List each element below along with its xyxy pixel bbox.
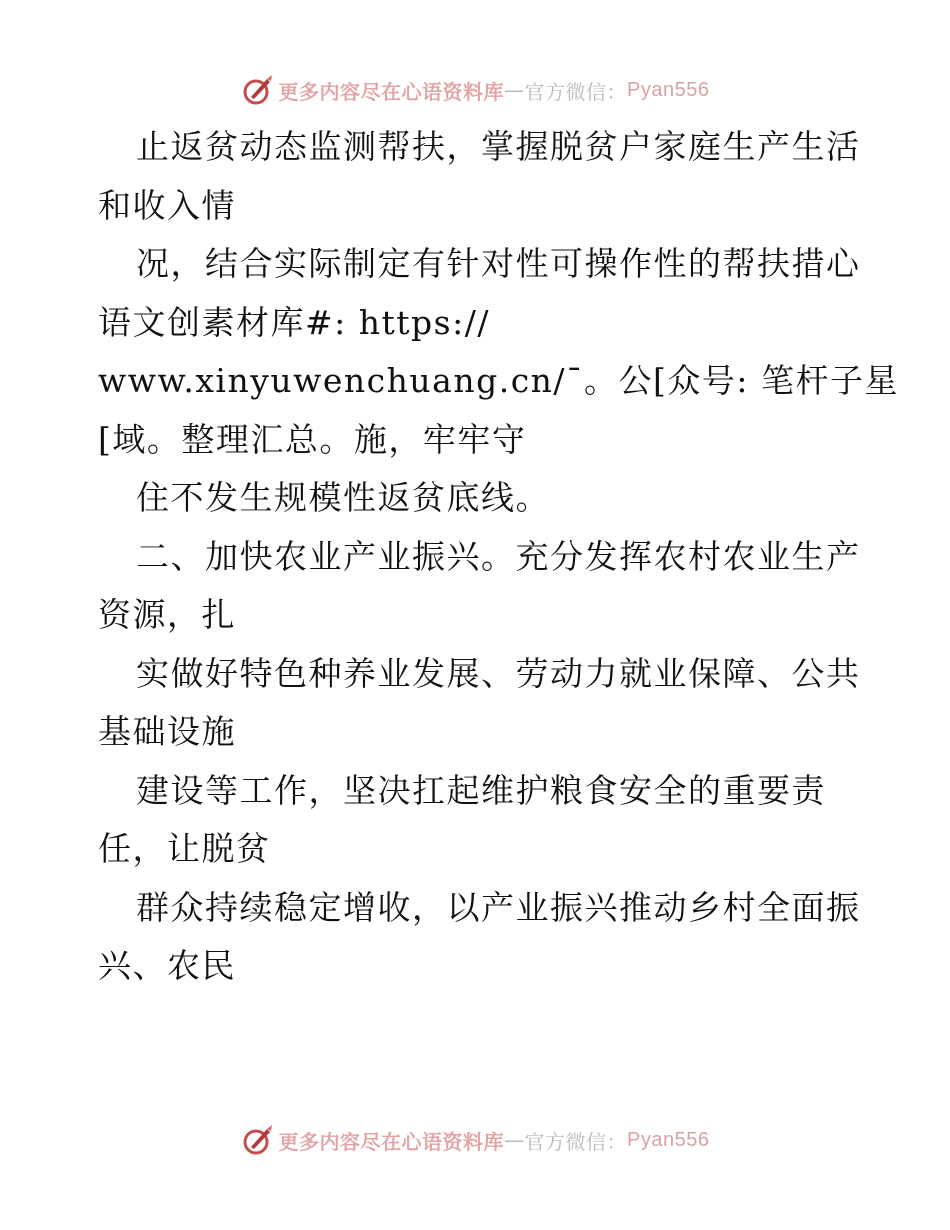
text-line: 住不发生规模性返贫底线。 — [136, 478, 550, 517]
text-line: 止返贫动态监测帮扶，掌握脱贫户家庭生产生活 — [136, 127, 861, 166]
text-line: 况，结合实际制定有针对性可操作性的帮扶措心 — [136, 244, 861, 283]
header-watermark — [0, 70, 950, 110]
watermark-text: 更多内容尽在心语资料库 — [278, 1129, 505, 1154]
text-line: [域。整理汇总。施，牢牢守 — [98, 419, 527, 459]
text-line: 基础设施 — [98, 712, 236, 751]
text-line: 群众持续稳定增收，以产业振兴推动乡村全面振 — [136, 887, 861, 927]
watermark-separator: — — [504, 78, 525, 102]
watermark-wechat-label: 官方微信： — [524, 1129, 628, 1154]
text-line: 语文创素材库#: https:// — [98, 302, 490, 342]
text-line: 任，让脱贫 — [98, 829, 271, 868]
text-line: 建设等工作，坚决扛起维护粮食安全的重要责 — [136, 770, 826, 810]
footer-watermark — [0, 1120, 950, 1160]
text-line: 实做好特色种养业发展、劳动力就业保障、公共 — [136, 653, 861, 693]
watermark-wechat-id: Pyan556 — [627, 78, 710, 101]
quill-logo-icon — [241, 1123, 275, 1157]
document-body — [98, 118, 900, 996]
watermark-wechat-id: Pyan556 — [627, 1128, 710, 1151]
text-line: 资源，扎 — [98, 595, 236, 634]
quill-logo-icon — [241, 73, 275, 107]
text-line: 兴、农民 — [98, 946, 236, 985]
watermark-separator: — — [504, 1128, 525, 1152]
watermark-text: 更多内容尽在心语资料库 — [278, 79, 505, 104]
text-line: 和收入情 — [98, 185, 236, 225]
text-line: 二、加快农业产业振兴。充分发挥农村农业生产 — [136, 536, 861, 576]
text-line: www.xinyuwenchuang.cn/¯。公[众号: 笔杆子星 — [98, 361, 900, 400]
watermark-wechat-label: 官方微信： — [524, 79, 628, 104]
